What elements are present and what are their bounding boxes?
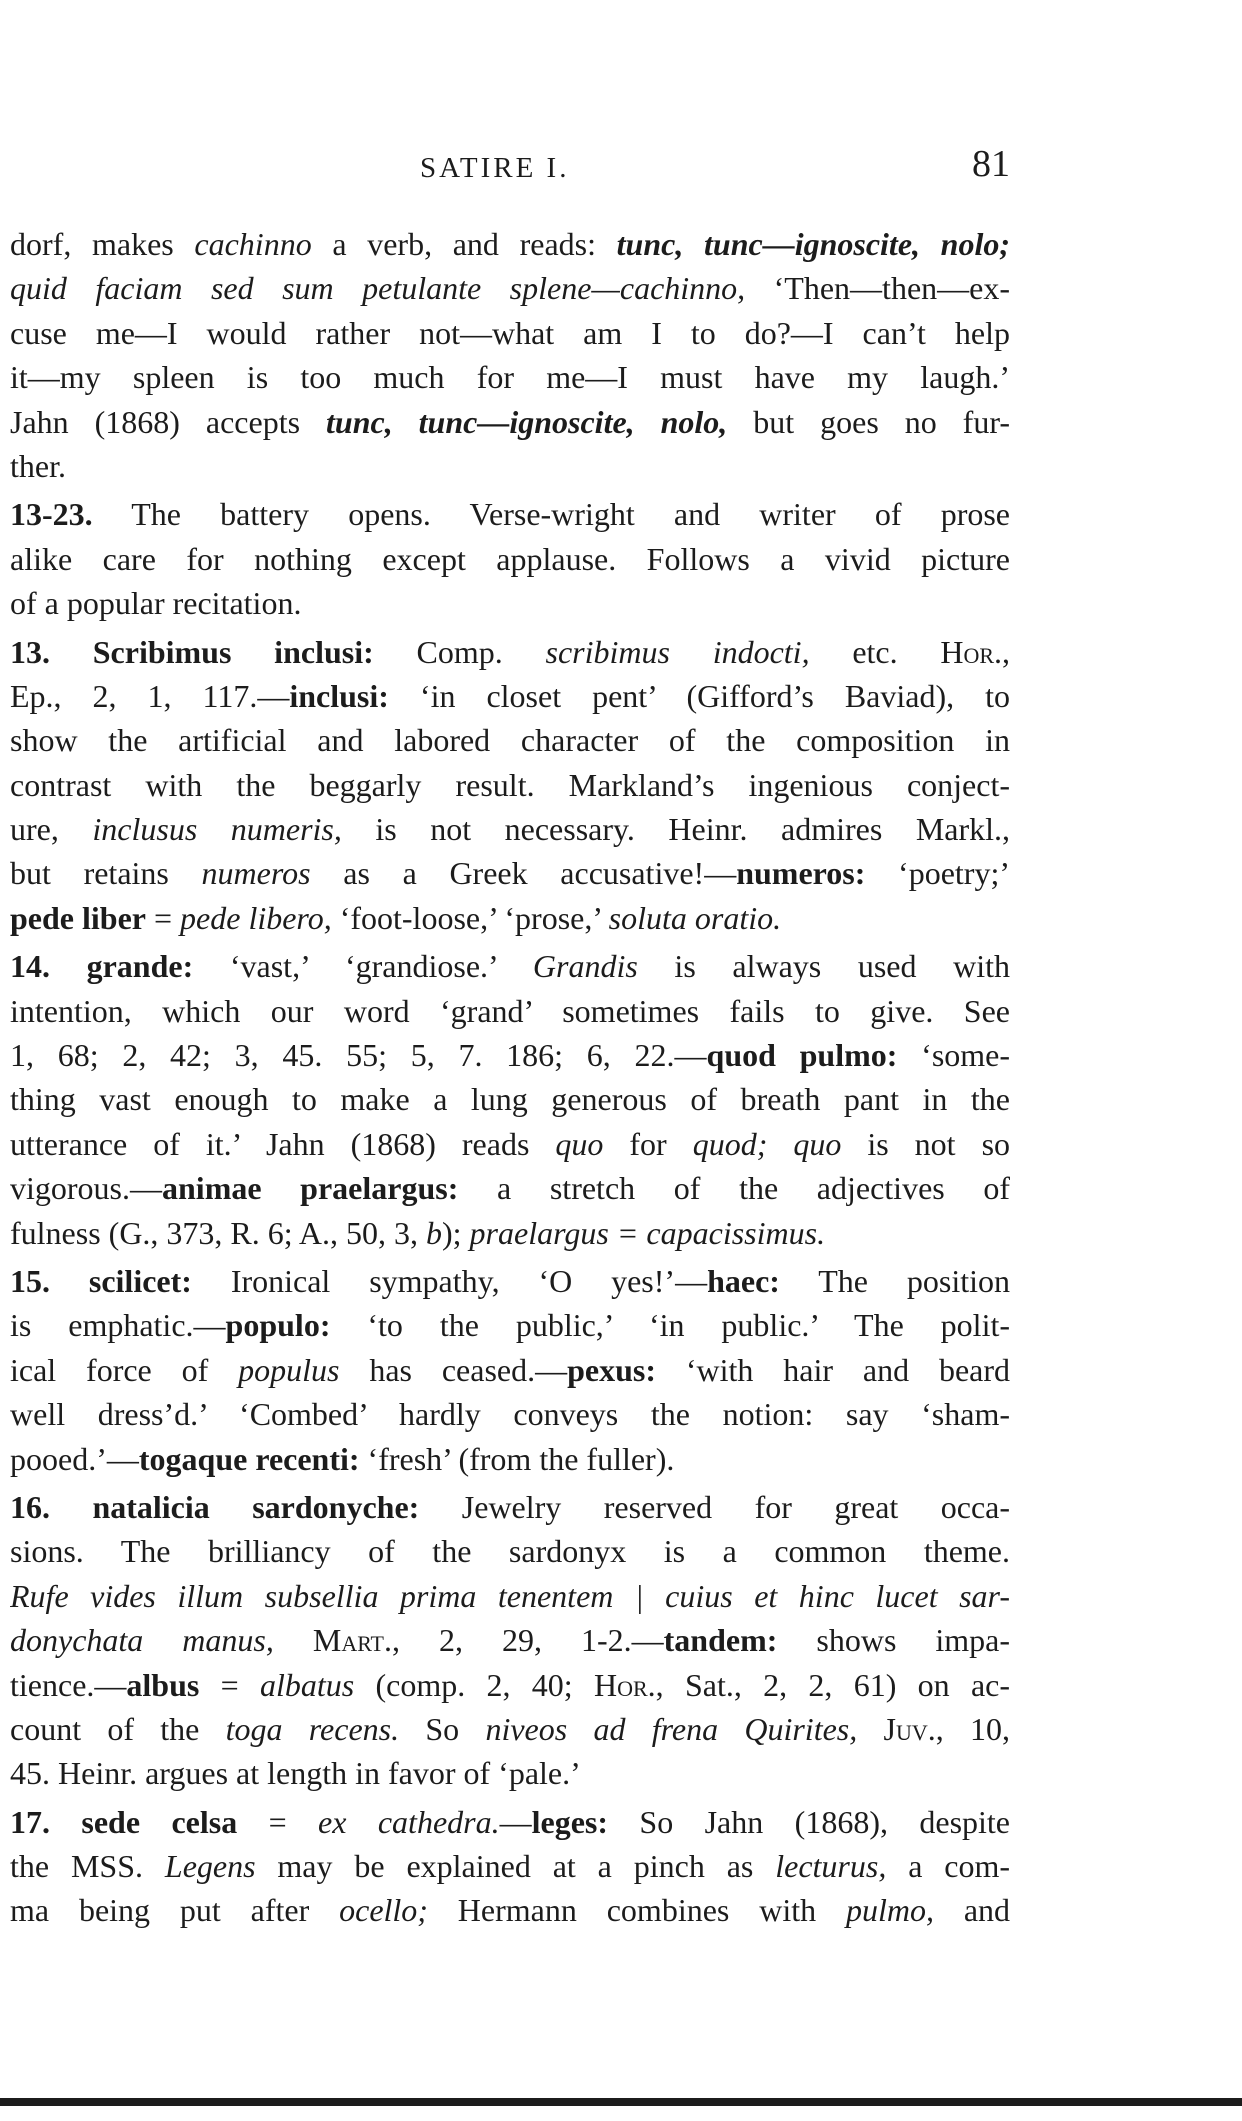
note-14	[10, 944, 1010, 1255]
running-header	[10, 143, 1010, 198]
note-13-23	[10, 492, 1010, 625]
text-line: ure, inclusus numeris, is not necessary. Heinr. admires Markl.,	[10, 811, 1010, 848]
text-line: 45. Heinr. argues at length in favor of ‘pale.’	[10, 1755, 581, 1792]
text-line: count of the toga recens. So niveos ad frena Quirites, Juv., 10,	[10, 1710, 1010, 1747]
text-line: 16. natalicia sardonyche: Jewelry reserved for great occa-	[10, 1488, 1010, 1525]
text-line: intention, which our word ‘grand’ sometimes fails to give. See	[10, 992, 1010, 1029]
note-15	[10, 1259, 1010, 1481]
text-line: 13. Scribimus inclusi: Comp. scribimus indocti, etc. Hor.,	[10, 633, 1010, 670]
text-line: cuse me—I would rather not—what am I to do?—I can’t help	[10, 314, 1010, 351]
text-line: dorf, makes cachinno a verb, and reads: tunc, tunc—ignoscite, nolo;	[10, 226, 1010, 262]
text-line: show the artificial and labored character of the composition in	[10, 722, 1010, 759]
note-number: 13.	[10, 633, 50, 670]
text-line: Ep., 2, 1, 117.—inclusi: ‘in closet pent’ (Gifford’s Baviad), to	[10, 677, 1010, 714]
text-line: Rufe vides illum subsellia prima tenentem | cuius et hinc lucet sar-	[10, 1577, 1010, 1614]
text-line: utterance of it.’ Jahn (1868) reads quo for quod; quo is not so	[10, 1125, 1010, 1162]
text-line: it—my spleen is too much for me—I must have my laugh.’	[10, 359, 1010, 396]
text-line: fulness (G., 373, R. 6; A., 50, 3, b); praelargus = capacissimus.	[10, 1214, 826, 1251]
text-line: the MSS. Legens may be explained at a pinch as lecturus, a com-	[10, 1848, 1010, 1885]
text-line: ther.	[10, 447, 66, 484]
note-16	[10, 1485, 1010, 1796]
running-title: SATIRE I.	[420, 152, 570, 184]
text-line: vigorous.—animae praelargus: a stretch of the adjectives of	[10, 1170, 1010, 1207]
text-line: 15. scilicet: Ironical sympathy, ‘O yes!’—haec: The position	[10, 1262, 1010, 1299]
text-line: pooed.’—togaque recenti: ‘fresh’ (from the fuller).	[10, 1440, 675, 1477]
note-17	[10, 1800, 1010, 1933]
text-line: alike care for nothing except applause. Follows a vivid picture	[10, 540, 1010, 577]
text-line: 13-23. The battery opens. Verse-wright and writer of prose	[10, 496, 1010, 533]
text-line: donychata manus, Mart., 2, 29, 1-2.—tandem: shows impa-	[10, 1622, 1010, 1659]
text-line: ma being put after ocello; Hermann combines with pulmo, and	[10, 1892, 1010, 1929]
text-line: contrast with the beggarly result. Markland’s ingenious conject-	[10, 766, 1010, 803]
text-line: 17. sede celsa = ex cathedra.—leges: So Jahn (1868), despite	[10, 1803, 1010, 1840]
text-line: pede liber = pede libero, ‘foot-loose,’ ‘prose,’ soluta oratio.	[10, 899, 782, 936]
text-line: is emphatic.—populo: ‘to the public,’ ‘in public.’ The polit-	[10, 1307, 1010, 1344]
note-number: 17.	[10, 1803, 50, 1840]
page-bottom-rule	[0, 2098, 1242, 2106]
text-line: but retains numeros as a Greek accusative!—numeros: ‘poetry;’	[10, 855, 1010, 892]
page-number: 81	[972, 143, 1010, 185]
text-line: sions. The brilliancy of the sardonyx is a common theme.	[10, 1533, 1010, 1570]
text-line: well dress’d.’ ‘Combed’ hardly conveys the notion: say ‘sham-	[10, 1396, 1010, 1433]
note-number: 16.	[10, 1488, 50, 1525]
text-line: Jahn (1868) accepts tunc, tunc—ignoscite, nolo, but goes no fur-	[10, 403, 1010, 440]
text-line: 1, 68; 2, 42; 3, 45. 55; 5, 7. 186; 6, 22.—quod pulmo: ‘some-	[10, 1037, 1010, 1074]
note-number: 15.	[10, 1262, 50, 1299]
text-line: thing vast enough to make a lung generous of breath pant in the	[10, 1081, 1010, 1118]
text-line: tience.—albus = albatus (comp. 2, 40; Hor., Sat., 2, 2, 61) on ac-	[10, 1666, 1010, 1703]
text-line: quid faciam sed sum petulante splene—cachinno, ‘Then—then—ex-	[10, 270, 1010, 307]
text-line: 14. grande: ‘vast,’ ‘grandiose.’ Grandis is always used with	[10, 948, 1010, 985]
paragraph-continued	[10, 222, 1010, 488]
note-number: 14.	[10, 948, 50, 985]
note-13	[10, 630, 1010, 941]
text-line: ical force of populus has ceased.—pexus: ‘with hair and beard	[10, 1351, 1010, 1388]
text-line: of a popular recitation.	[10, 585, 302, 622]
note-number: 13-23.	[10, 496, 93, 533]
commentary-body	[10, 222, 1010, 1933]
